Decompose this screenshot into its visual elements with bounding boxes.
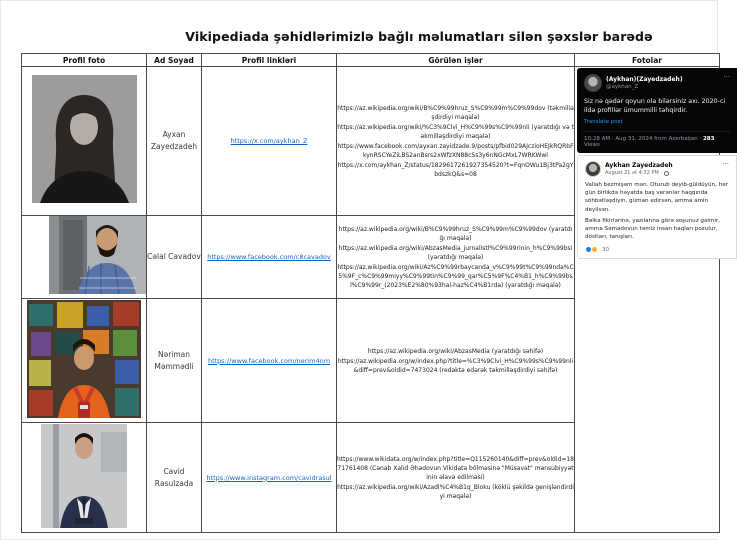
profile-photo-cell xyxy=(22,216,147,299)
work-entry: https://az.wikipedia.org/wiki/%C3%9Clvi_H%C9%99s%C9%99nli (yaratdığı və təkmilləşdirdiyi məqalə) xyxy=(337,123,574,140)
works-cell xyxy=(337,67,575,216)
martyrs-editors-table xyxy=(21,53,730,533)
fotolar-cell xyxy=(575,67,730,533)
profile-photo-cavid xyxy=(41,424,127,528)
profile-photo-neriman xyxy=(27,300,141,418)
x-post-body: Siz nə qədər qoyun ola bilərsiniz axı. 2020-ci ildə profillər ümummilli təhqirdir. xyxy=(584,98,726,115)
work-entry: https://az.wikipedia.org/wiki/Az%C9%99rbaycanda_v%C9%99t%C9%99nda%C5%9F_c%C9%99miyy%C9%99tin%C9%99_qar%C5%9F%C4%B1_h%C9%99bsl%C9%99r_(2023%E2%80%93hal-haz%C4%B1rda) (yaratdığı məqalə) xyxy=(337,263,574,289)
x-post-views-count: 283 xyxy=(702,136,715,143)
avatar xyxy=(585,161,601,177)
profile-link-neriman[interactable]: https://www.facebook.com/nerim4nm xyxy=(207,356,331,365)
x-post-timestamp: 10:28 AM · Aug 31, 2024 from Azerbaijan · xyxy=(584,136,702,143)
person-name: Cəlal Cavadov xyxy=(147,216,202,299)
x-post-screenshot xyxy=(577,68,737,153)
profile-link-cavid[interactable]: https://www.instagram.com/cavidrasul xyxy=(206,473,332,482)
work-entry: https://az.wikipedia.org/w/index.php?title=%C3%9Clvi_H%C9%99s%C9%99nli&diff=prev&oldid=7473024 (redaktə edərək təkmilləşdirdiyi səhifə) xyxy=(337,357,574,374)
work-entry: https://x.com/aykhan_Z/status/1829617261927354520?t=FqnOWu1Bj3tPa2gYbdszkQ&s=08 xyxy=(337,161,574,178)
table-row xyxy=(22,67,720,216)
profile-link-celal[interactable]: https://www.facebook.com/c8cavadov xyxy=(207,253,331,261)
works-cell xyxy=(337,216,575,299)
fb-post-timestamp: August 21 at 4:32 PM · xyxy=(605,169,662,176)
person-name: Nəriman Məmmədli xyxy=(147,299,202,423)
fb-post-body-2: Bəlkə fikirlərinə, yazılarına görə xoşunuz gəlmir, amma Səmədovun təmiz insan haqları pozulur, dostları, tanışları. xyxy=(585,217,721,240)
fb-reactions-count: 30 xyxy=(602,246,609,253)
fb-post-author: Aykhan Zayedzadeh xyxy=(605,162,673,170)
work-entry: https://www.wikidata.org/w/index.php?title=Q115260140&diff=prev&oldid=1871761408 (Cənab Xalid Əhədovun Vikidata bölməsinə "Müsavat" mənsubiyyətinin əlavə edilməsi) xyxy=(337,455,574,481)
more-dots-icon: ··· xyxy=(723,73,730,81)
haha-reaction-icon xyxy=(591,246,598,253)
facebook-post-screenshot xyxy=(577,155,737,259)
translate-post-link[interactable]: Translate post xyxy=(584,119,623,126)
table-header-row xyxy=(22,54,720,67)
profile-photo-cell xyxy=(22,423,147,533)
x-post-handle: @aykhan_Z xyxy=(606,83,639,90)
work-entry: https://az.wikipedia.org/wiki/AbzasMedia (yaratdığı səhifə) xyxy=(367,347,544,355)
fb-reactions xyxy=(585,246,729,253)
works-cell xyxy=(337,299,575,423)
header-profil-foto: Profil foto xyxy=(22,54,147,67)
work-entry: https://az.wikipedia.org/wiki/B%C9%99hruz_S%C9%99m%C9%99dov (təkmilləşdirdiyi məqalə) xyxy=(337,104,574,121)
work-entry: https://az.wikipedia.org/wiki/Azadl%C4%B1q_Bloku (köklü şəkildə genişləndirdiyi məqalə) xyxy=(337,483,574,500)
works-cell xyxy=(337,423,575,533)
person-name: Cavid Rəsulzada xyxy=(147,423,202,533)
work-entry: https://az.wikipedia.org/wiki/AbzasMedia_jurnalistl%C9%99rinin_h%C9%99bsi (yaratdığı məqalə) xyxy=(338,244,573,261)
x-post-display-name: (Aykhan)(Zayedzadeh) xyxy=(606,75,683,83)
header-fotolar: Fotolar xyxy=(575,54,720,67)
avatar xyxy=(584,74,602,92)
work-entry: https://az.wikipedia.org/wiki/B%C9%99hruz_S%C9%99m%C9%99dov (yaratdığı məqalə) xyxy=(338,225,573,242)
fb-post-body-1: Vallah bezmişəm mən. Oturub deyib-güldüyün, hər gün birlikdə həyatda baş verənlər haqqında söhbətləşdiyin, güman edirsən, amma amin deyilsən. xyxy=(585,182,728,213)
more-dots-icon: ··· xyxy=(722,160,729,169)
profile-photo-ayxan xyxy=(32,75,137,203)
globe-icon xyxy=(664,171,669,176)
header-profil-linkleri: Profil linkləri xyxy=(202,54,337,67)
profile-photo-cell xyxy=(22,299,147,423)
x-post-meta xyxy=(584,131,730,148)
person-name: Ayxan Zayedzadeh xyxy=(147,67,202,216)
profile-link-ayxan[interactable]: https://x.com/aykhan_Z xyxy=(230,137,308,145)
profile-photo-cell xyxy=(22,67,147,216)
work-entry: https://www.facebook.com/ayxan.zayidzade.9/posts/pfbid029AJczioHEJkRQRbFkynRSCYeZiLBS2anBsrs2xWfzXN88cSs3y6nNGcMxL7WRKWwl xyxy=(337,142,574,159)
header-ad-soyad: Ad Soyad xyxy=(147,54,202,67)
page-title: Vikipediada şəhidlərimizlə bağlı məlumatları silən şəxslər barədə xyxy=(185,29,653,44)
x-post-views-label: Views xyxy=(584,142,600,149)
profile-photo-celal xyxy=(49,216,146,294)
header-gorulen-isler: Görülən işlər xyxy=(337,54,575,67)
